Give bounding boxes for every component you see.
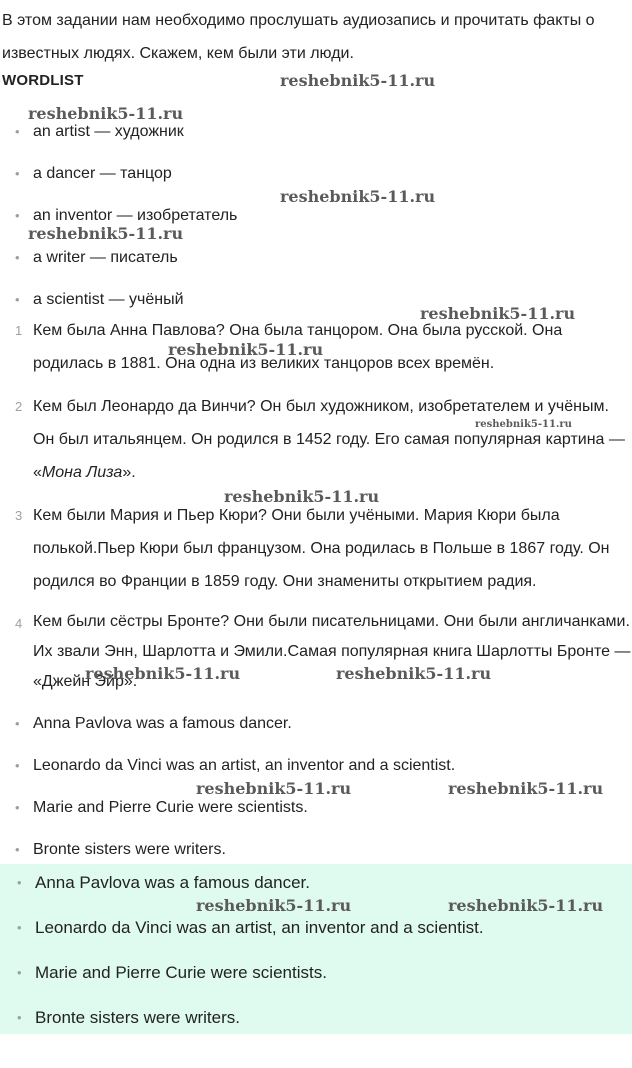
bullet-icon: • [15, 250, 20, 265]
bullet-icon: • [17, 965, 22, 980]
bullet-icon: • [15, 800, 20, 815]
wordlist-text: a writer — писатель [33, 249, 178, 266]
fact-number: 3 [15, 508, 23, 523]
wordlist-text: a scientist — учёный [33, 291, 184, 308]
watermark: reshebnik5-11.ru [448, 896, 604, 915]
highlight-answer-text: Bronte sisters were writers. [35, 1008, 240, 1027]
answer-text: Leonardo da Vinci was an artist, an inventor and a scientist. [33, 757, 456, 774]
bullet-icon: • [15, 758, 20, 773]
bullet-icon: • [15, 124, 20, 139]
watermark: reshebnik5-11.ru [280, 71, 436, 90]
watermark: reshebnik5-11.ru [28, 224, 184, 243]
watermark: reshebnik5-11.ru [448, 779, 604, 798]
painting-title: Мона Лиза [41, 464, 123, 481]
watermark: reshebnik5-11.ru [420, 304, 576, 323]
intro-text: В этом задании нам необходимо прослушать аудиозапись и прочитать факты о известных людях. Скажем, кем были эти люди. [2, 12, 595, 62]
fact-number: 2 [15, 399, 23, 414]
watermark: reshebnik5-11.ru [280, 187, 436, 206]
fact-number: 1 [15, 323, 23, 338]
watermark: reshebnik5-11.ru [336, 664, 492, 683]
watermark: reshebnik5-11.ru [28, 104, 184, 123]
watermark: reshebnik5-11.ru [475, 419, 572, 430]
bullet-icon: • [15, 842, 20, 857]
highlight-answer-text: Marie and Pierre Curie were scientists. [35, 963, 327, 982]
highlight-answer-text: Leonardo da Vinci was an artist, an inventor and a scientist. [35, 918, 484, 937]
bullet-icon: • [15, 716, 20, 731]
answer-text: Bronte sisters were writers. [33, 841, 226, 858]
bullet-icon: • [17, 920, 22, 935]
fact-text: Кем был Леонардо да Винчи? Он был художником, изобретателем и учёным. Он был итальянцем. Он родился в 1452 году. Его самая популярная картина — «Мона Лиза». [33, 398, 625, 481]
bullet-icon: • [15, 208, 20, 223]
answer-highlight-box [0, 864, 632, 1034]
answer-text: Anna Pavlova was a famous dancer. [33, 715, 292, 732]
fact-text: Кем были Мария и Пьер Кюри? Они были учёными. Мария Кюри была полькой.Пьер Кюри был французом. Она родилась в Польше в 1867 году. Он родился во Франции в 1859 году. Они знамениты открытием радия. [33, 507, 610, 590]
watermark: reshebnik5-11.ru [85, 664, 241, 683]
answer-text: Marie and Pierre Curie were scientists. [33, 799, 308, 816]
bullet-icon: • [15, 166, 20, 181]
wordlist-heading: WORDLIST [2, 72, 84, 89]
wordlist-text: an inventor — изобретатель [33, 207, 238, 224]
watermark: reshebnik5-11.ru [196, 779, 352, 798]
watermark: reshebnik5-11.ru [224, 487, 380, 506]
fact-text: Кем была Анна Павлова? Она была танцором. Она была русской. Она родилась в 1881. Она одна из великих танцоров всех времён. [33, 322, 563, 372]
bullet-icon: • [15, 292, 20, 307]
bullet-icon: • [17, 875, 22, 890]
fact-number: 4 [15, 616, 23, 631]
wordlist-text: an artist — художник [33, 123, 184, 140]
watermark: reshebnik5-11.ru [168, 340, 324, 359]
wordlist-text: a dancer — танцор [33, 165, 172, 182]
watermark: reshebnik5-11.ru [196, 896, 352, 915]
highlight-answer-text: Anna Pavlova was a famous dancer. [35, 873, 310, 892]
bullet-icon: • [17, 1010, 22, 1025]
fact-text: Кем были сёстры Бронте? Они были писательницами. Они были англичанками. Их звали Энн, Шарлотта и Эмили.Самая популярная книга Шарлотты Бронте — «Джейн Эйр». [33, 613, 631, 690]
